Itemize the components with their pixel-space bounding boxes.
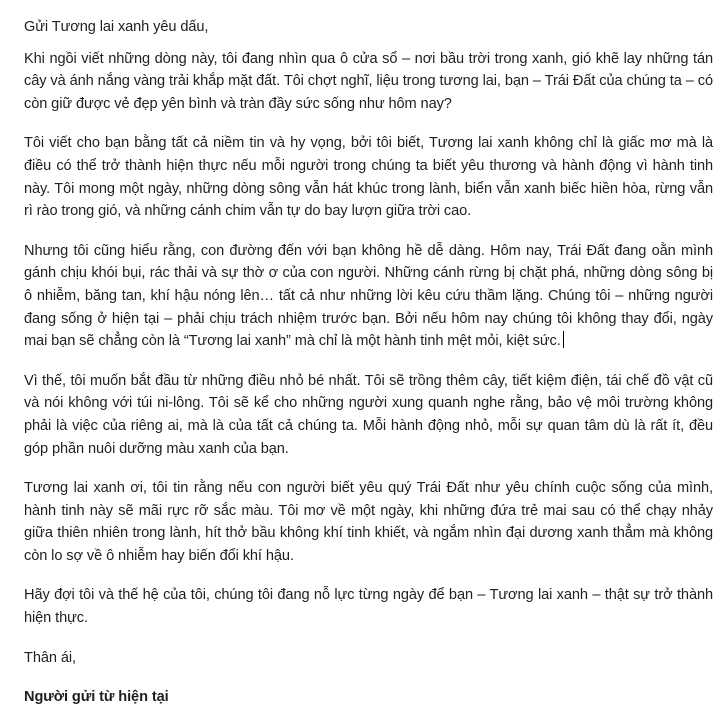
letter-paragraph-5: Tương lai xanh ơi, tôi tin rằng nếu con người biết yêu quý Trái Đất như yêu chính cuộc sống của mình, hành tinh này sẽ mãi rực rỡ sắc màu. Tôi mơ về một ngày, khi những đứa trẻ mai sau có thể chạy nhảy giữa thiên nhiên trong lành, hít thở bầu không khí tinh khiết, và ngắm nhìn đại dương xanh thẳm mà không còn lo sợ về ô nhiễm hay biến đổi khí hậu. — [24, 480, 713, 564]
text-cursor — [563, 331, 564, 348]
letter-closing: Thân ái, — [24, 649, 76, 666]
letter-paragraph-3 — [24, 240, 713, 353]
letter-paragraph-6: Hãy đợi tôi và thế hệ của tôi, chúng tôi đang nỗ lực từng ngày để bạn – Tương lai xanh – thật sự trở thành hiện thực. — [24, 587, 713, 627]
letter-paragraph-3-text: Nhưng tôi cũng hiểu rằng, con đường đến với bạn không hề dễ dàng. Hôm nay, Trái Đất đang oằn mình gánh chịu khói bụi, rác thải và sự thờ ơ của con người. Những cánh rừng bị chặt phá, những dòng sông bị ô nhiễm, băng tan, khí hậu nóng lên… tất cả như những lời kêu cứu thầm lặng. Chúng tôi – những người đang sống ở hiện tại – phải chịu trách nhiệm trước bạn. Bởi nếu hôm nay chúng tôi không thay đổi, ngày mai bạn sẽ chẳng còn là “Tương lai xanh” mà chỉ là một hành tinh mệt mỏi, kiệt sức. — [24, 242, 713, 350]
letter-paragraph-4: Vì thế, tôi muốn bắt đầu từ những điều nhỏ bé nhất. Tôi sẽ trồng thêm cây, tiết kiệm điện, tái chế đồ vật cũ và nói không với túi ni-lông. Tôi sẽ kể cho những người xung quanh nghe rằng, bảo vệ môi trường không phải là việc của riêng ai, mà là của tất cả chúng ta. Mỗi hành động nhỏ, mỗi sự quan tâm dù là rất ít, đều góp phần nuôi dưỡng màu xanh của bạn. — [24, 372, 713, 457]
letter-signature: Người gửi từ hiện tại — [24, 689, 169, 706]
letter-paragraph-1: Khi ngồi viết những dòng này, tôi đang nhìn qua ô cửa sổ – nơi bầu trời trong xanh, gió khẽ lay những tán cây và ánh nắng vàng trải khắp mặt đất. Tôi chợt nghĩ, liệu trong tương lai, bạn – Trái Đất của chúng ta – có còn giữ được vẻ đẹp yên bình và tràn đầy sức sống như hôm nay? — [24, 50, 713, 112]
letter-paragraph-2: Tôi viết cho bạn bằng tất cả niềm tin và hy vọng, bởi tôi biết, Tương lai xanh không chỉ là giấc mơ mà là điều có thể trở thành hiện thực nếu mỗi người trong chúng ta biết yêu thương và hành động vì hành tinh này. Tôi mong một ngày, những dòng sông vẫn hát khúc trong lành, biển vẫn xanh biếc hiền hòa, rừng vẫn rì rào trong gió, và những cánh chim vẫn tự do bay lượn giữa trời cao. — [24, 135, 713, 220]
letter-salutation: Gửi Tương lai xanh yêu dấu, — [24, 19, 209, 35]
